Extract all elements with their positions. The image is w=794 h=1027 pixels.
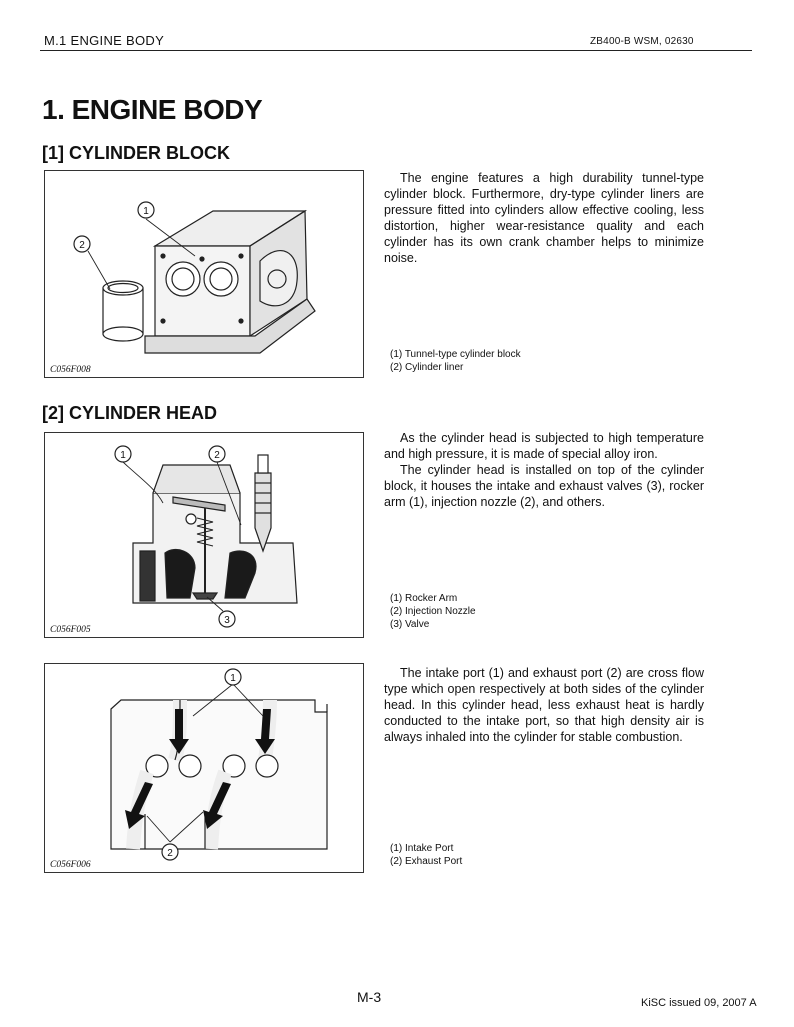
body-text-cylinder-block — [384, 170, 704, 266]
header-section-title: M.1 ENGINE BODY — [44, 33, 165, 48]
cylinder-head-illustration — [45, 433, 363, 637]
callout-2: 2 — [79, 240, 85, 251]
legend-item: (3) Valve — [390, 619, 430, 630]
paragraph: The cylinder head is installed on top of the cylinder block, it houses the intake and exhaust valves (3), rocker arm (1), injection nozzle (2), and others. — [384, 463, 704, 509]
page-number: M-3 — [357, 989, 382, 1005]
header-doc-code: ZB400-B WSM, 02630 — [590, 36, 694, 47]
header-rule — [40, 50, 752, 51]
figure-cylinder-block — [44, 170, 364, 378]
figure-code: C056F006 — [50, 860, 91, 870]
figure-code: C056F008 — [50, 365, 91, 375]
callout-2: 2 — [214, 450, 220, 461]
callout-3: 3 — [224, 615, 230, 626]
paragraph: The intake port (1) and exhaust port (2) are cross flow type which open respectively at both sides of the cylinder head. In this cylinder head, less exhaust heat is hardly conducted to the intake port, so that high density air is always inhaled into the cylinder for stable combustion. — [384, 666, 704, 744]
body-text-cylinder-head — [384, 430, 704, 510]
section-heading-cylinder-block: [1] CYLINDER BLOCK — [42, 143, 230, 163]
paragraph: The engine features a high durability tunnel-type cylinder block. Furthermore, dry-type cylinder liners are pressure fitted into cylinders allow effective cooling, less distortion, higher wear-resistance quality and each cylinder has its own crank chamber helps to minimize noise. — [384, 171, 704, 265]
paragraph: As the cylinder head is subjected to high temperature and high pressure, it is made of special alloy iron. — [384, 431, 704, 461]
ports-illustration — [45, 664, 363, 872]
legend-item: (2) Cylinder liner — [390, 362, 464, 373]
cylinder-block-illustration — [45, 171, 363, 377]
callout-1: 1 — [230, 673, 236, 684]
section-heading-cylinder-head: [2] CYLINDER HEAD — [42, 403, 218, 423]
legend-item: (2) Injection Nozzle — [390, 606, 476, 617]
legend-item: (2) Exhaust Port — [390, 856, 463, 867]
figure-code: C056F005 — [50, 625, 91, 635]
issue-note: KiSC issued 09, 2007 A — [641, 997, 757, 1009]
legend-item: (1) Rocker Arm — [390, 593, 458, 604]
legend-cylinder-block — [390, 348, 521, 374]
legend-item: (1) Tunnel-type cylinder block — [390, 349, 521, 360]
legend-cylinder-head — [390, 592, 476, 631]
callout-2: 2 — [167, 848, 173, 859]
figure-cylinder-head — [44, 432, 364, 638]
legend-item: (1) Intake Port — [390, 843, 454, 854]
figure-ports — [44, 663, 364, 873]
legend-ports — [390, 842, 462, 868]
callout-1: 1 — [120, 450, 126, 461]
body-text-ports — [384, 665, 704, 745]
callout-1: 1 — [143, 206, 149, 217]
page-title: 1. ENGINE BODY — [42, 94, 263, 125]
